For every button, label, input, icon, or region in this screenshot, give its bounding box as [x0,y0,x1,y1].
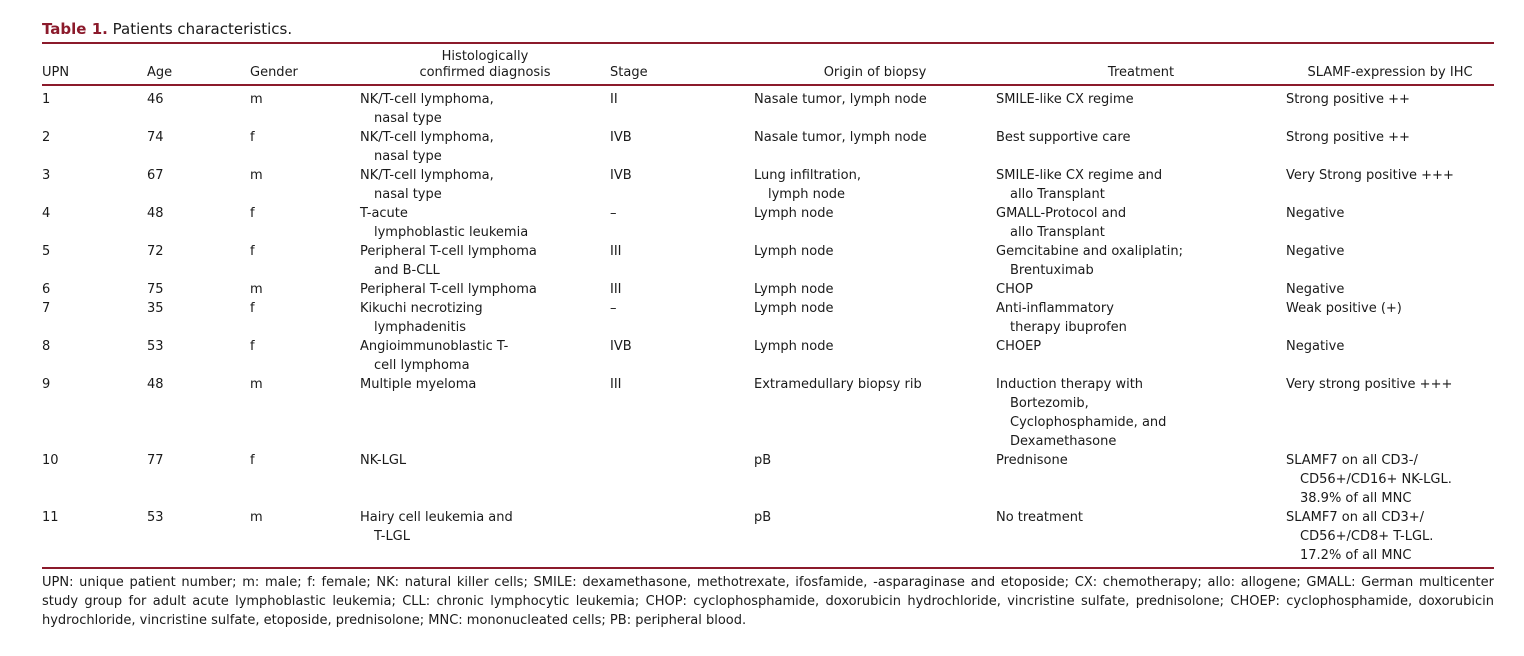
cell-slamf [1286,128,1494,166]
cell-origin [754,242,996,280]
table-page [42,18,1494,630]
table-row [42,128,1494,166]
cell-treatment [996,242,1286,280]
cell-slamf-line: Negative [1286,282,1345,297]
cell-gender: m [250,168,263,183]
cell-slamf [1286,508,1494,567]
cell-origin-line: Lymph node [754,339,834,354]
cell-slamf-line: Very strong positive +++ [1286,377,1453,392]
cell-treatment-line: allo Transplant [1010,187,1105,202]
cell-diagnosis-line: NK-LGL [360,453,407,468]
cell-gender: f [250,206,255,221]
cell-slamf [1286,280,1494,299]
cell-upn: 11 [42,510,59,525]
cell-stage: III [610,377,622,392]
cell-slamf-line: Negative [1286,244,1345,259]
cell-treatment-line: Prednisone [996,453,1068,468]
table-caption-label: Table 1. [42,20,108,38]
cell-age: 77 [147,453,164,468]
cell-diagnosis-line: lymphadenitis [374,320,467,335]
table-row [42,299,1494,337]
cell-origin [754,85,996,128]
cell-diagnosis-line: Peripheral T-cell lymphoma [360,282,537,297]
cell-diagnosis [360,508,610,567]
cell-treatment-line: therapy ibuprofen [1010,320,1127,335]
header-diagnosis-line-2: confirmed diagnosis [419,65,551,80]
cell-diagnosis [360,299,610,337]
cell-treatment-line: allo Transplant [1010,225,1105,240]
cell-stage [610,451,754,508]
cell-diagnosis-line: Kikuchi necrotizing [360,301,483,316]
cell-treatment-line: SMILE-like CX regime and [996,168,1163,183]
cell-age: 67 [147,168,164,183]
cell-age: 75 [147,282,164,297]
cell-slamf [1286,242,1494,280]
cell-diagnosis-line: lymphoblastic leukemia [374,225,529,240]
header-diagnosis-line-1: Histologically [441,49,529,64]
cell-upn: 7 [42,301,51,316]
cell-diagnosis-line: Peripheral T-cell lymphoma [360,244,537,259]
cell-gender: m [250,377,263,392]
cell-origin [754,508,996,567]
cell-diagnosis-line: T-LGL [374,529,410,544]
cell-age: 74 [147,130,164,145]
cell-age: 72 [147,244,164,259]
cell-treatment-line: Best supportive care [996,130,1131,145]
cell-age: 48 [147,206,164,221]
cell-age: 53 [147,510,164,525]
cell-treatment [996,508,1286,567]
cell-treatment [996,337,1286,375]
cell-treatment [996,280,1286,299]
table-row [42,166,1494,204]
cell-treatment [996,128,1286,166]
cell-slamf-line: CD56+/CD16+ NK-LGL. [1300,472,1452,487]
cell-gender: m [250,510,263,525]
cell-slamf [1286,166,1494,204]
cell-stage: – [610,206,617,221]
cell-slamf-line: SLAMF7 on all CD3+/ [1286,510,1425,525]
cell-age: 53 [147,339,164,354]
cell-slamf-line: CD56+/CD8+ T-LGL. [1300,529,1434,544]
header-upn: UPN [42,44,147,85]
cell-upn: 10 [42,453,59,468]
cell-age: 46 [147,92,164,107]
cell-upn: 8 [42,339,51,354]
cell-treatment-line: SMILE-like CX regime [996,92,1134,107]
cell-upn: 6 [42,282,51,297]
cell-stage: IVB [610,168,632,183]
header-stage: Stage [610,44,754,85]
cell-slamf [1286,375,1494,451]
table-row [42,85,1494,128]
cell-diagnosis-line: nasal type [374,149,442,164]
cell-treatment [996,85,1286,128]
cell-treatment-line: Anti-inflammatory [996,301,1114,316]
cell-upn: 4 [42,206,51,221]
cell-treatment-line: No treatment [996,510,1084,525]
header-origin: Origin of biopsy [754,44,996,85]
cell-slamf-line: 38.9% of all MNC [1300,491,1412,506]
cell-diagnosis [360,85,610,128]
cell-gender: f [250,130,255,145]
cell-slamf [1286,451,1494,508]
cell-origin [754,128,996,166]
table-footnote: UPN: unique patient number; m: male; f: female; NK: natural killer cells; SMILE: dexamethasone, methotrexate, ifosfamide, -asparaginase and etoposide; CX: chemotherapy; allo: allogene; GMALL: German multicenter study group for adult acute lymphoblastic leukemia; CLL: chronic lymphocytic leukemia; CHOP: cyclophosphamide, doxorubicin hydrochloride, vincristine sulfate, prednisolone; CHOEP: cyclophosphamide, doxorubicin hydrochloride, vincristine sulfate, etoposide, prednisolone; MNC: mononucleated cells; PB: peripheral blood. [42,575,1494,628]
cell-origin-line: Lymph node [754,206,834,221]
cell-stage: III [610,282,622,297]
cell-treatment-line: GMALL-Protocol and [996,206,1127,221]
cell-origin-line: Lymph node [754,282,834,297]
cell-diagnosis [360,280,610,299]
header-gender: Gender [250,44,360,85]
cell-diagnosis-line: cell lymphoma [374,358,470,373]
cell-origin [754,280,996,299]
cell-diagnosis-line: nasal type [374,187,442,202]
cell-origin [754,337,996,375]
cell-diagnosis-line: NK/T-cell lymphoma, [360,168,494,183]
cell-slamf [1286,85,1494,128]
table-row [42,375,1494,451]
cell-upn: 1 [42,92,51,107]
table-caption [42,18,1494,40]
cell-slamf-line: Very Strong positive +++ [1286,168,1454,183]
cell-slamf [1286,299,1494,337]
cell-gender: m [250,282,263,297]
cell-origin [754,166,996,204]
cell-origin-line: Extramedullary biopsy rib [754,377,922,392]
cell-stage: II [610,92,618,107]
cell-slamf-line: Strong positive ++ [1286,92,1410,107]
table-header-row [42,44,1494,85]
cell-upn: 5 [42,244,51,259]
cell-treatment [996,451,1286,508]
cell-slamf-line: Weak positive (+) [1286,301,1402,316]
header-treatment: Treatment [996,44,1286,85]
cell-origin-line: Lymph node [754,244,834,259]
cell-slamf [1286,204,1494,242]
cell-gender: f [250,453,255,468]
cell-diagnosis-line: NK/T-cell lymphoma, [360,92,494,107]
cell-stage: – [610,301,617,316]
cell-age: 48 [147,377,164,392]
cell-stage [610,508,754,567]
table-bottom-rule [42,567,1494,569]
cell-slamf-line: 17.2% of all MNC [1300,548,1412,563]
cell-origin [754,375,996,451]
cell-treatment [996,375,1286,451]
cell-gender: f [250,244,255,259]
cell-diagnosis-line: Multiple myeloma [360,377,477,392]
cell-diagnosis-line: and B-CLL [374,263,440,278]
cell-gender: f [250,301,255,316]
cell-treatment-line: Dexamethasone [1010,434,1117,449]
header-age: Age [147,44,250,85]
cell-diagnosis-line: nasal type [374,111,442,126]
cell-gender: m [250,92,263,107]
cell-stage: IVB [610,130,632,145]
cell-treatment-line: CHOP [996,282,1033,297]
table-row [42,337,1494,375]
cell-slamf-line: Negative [1286,339,1345,354]
cell-treatment-line: Induction therapy with [996,377,1144,392]
table-caption-text: Patients characteristics. [112,20,293,38]
cell-diagnosis [360,128,610,166]
cell-origin-line: pB [754,453,772,468]
table-row [42,451,1494,508]
cell-treatment-line: Gemcitabine and oxaliplatin; [996,244,1183,259]
header-slamf: SLAMF-expression by IHC [1286,44,1494,85]
table-row [42,508,1494,567]
cell-diagnosis-line: Hairy cell leukemia and [360,510,513,525]
cell-origin-line: pB [754,510,772,525]
cell-slamf-line: Strong positive ++ [1286,130,1410,145]
header-diagnosis [360,44,610,85]
cell-diagnosis [360,242,610,280]
cell-gender: f [250,339,255,354]
cell-slamf-line: Negative [1286,206,1345,221]
cell-upn: 3 [42,168,51,183]
cell-origin [754,204,996,242]
cell-upn: 2 [42,130,51,145]
cell-diagnosis-line: Angioimmunoblastic T- [360,339,509,354]
cell-treatment-line: CHOEP [996,339,1042,354]
cell-upn: 9 [42,377,51,392]
cell-diagnosis [360,166,610,204]
cell-slamf [1286,337,1494,375]
table-row [42,204,1494,242]
cell-origin-line: Lymph node [754,301,834,316]
cell-diagnosis [360,375,610,451]
cell-origin-line: Nasale tumor, lymph node [754,130,927,145]
cell-diagnosis [360,451,610,508]
cell-age: 35 [147,301,164,316]
patients-table [42,44,1494,567]
cell-origin-line: Nasale tumor, lymph node [754,92,927,107]
cell-treatment [996,299,1286,337]
table-row [42,242,1494,280]
cell-diagnosis [360,204,610,242]
table-row [42,280,1494,299]
cell-treatment [996,166,1286,204]
cell-origin-line: Lung infiltration, [754,168,861,183]
table-body [42,85,1494,567]
cell-origin [754,451,996,508]
cell-treatment-line: Brentuximab [1010,263,1094,278]
cell-treatment [996,204,1286,242]
cell-diagnosis-line: T-acute [360,206,408,221]
cell-diagnosis-line: NK/T-cell lymphoma, [360,130,494,145]
cell-stage: III [610,244,622,259]
cell-stage: IVB [610,339,632,354]
cell-treatment-line: Bortezomib, [1010,396,1089,411]
cell-origin [754,299,996,337]
cell-treatment-line: Cyclophosphamide, and [1010,415,1167,430]
cell-diagnosis [360,337,610,375]
cell-slamf-line: SLAMF7 on all CD3-/ [1286,453,1418,468]
cell-origin-line: lymph node [768,187,846,202]
